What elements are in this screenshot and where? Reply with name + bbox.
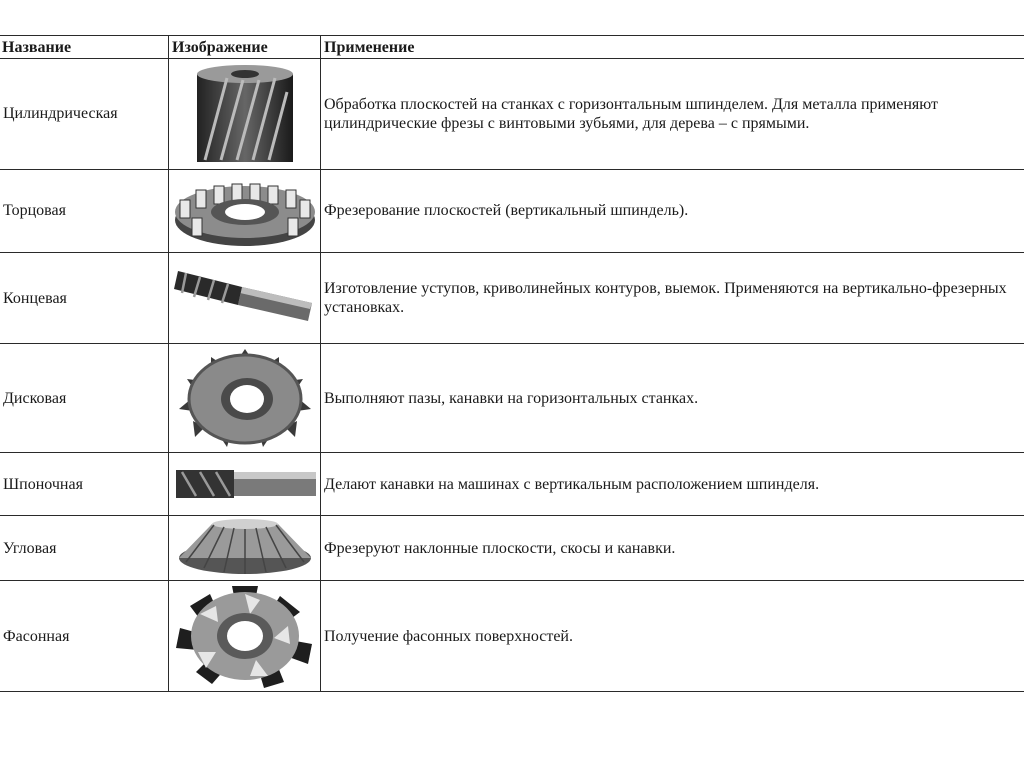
row-application: Выполняют пазы, канавки на горизонтальных станках. (321, 344, 1024, 452)
row-image (169, 169, 321, 252)
row-name: Торцовая (0, 169, 169, 252)
table-row (0, 452, 1024, 515)
row-application: Фрезеруют наклонные плоскости, скосы и канавки. (321, 516, 1024, 581)
table-row (0, 59, 1024, 170)
milling-cutters-table (0, 35, 1024, 692)
table-row (0, 516, 1024, 581)
cylindrical-cutter-icon (175, 62, 315, 166)
face-cutter-icon (172, 172, 318, 250)
row-name: Цилиндрическая (0, 59, 169, 170)
angle-cutter-icon (172, 518, 318, 578)
row-image (169, 581, 321, 692)
table-row (0, 252, 1024, 343)
row-name: Шпоночная (0, 452, 169, 515)
keyway-cutter-icon (172, 464, 318, 504)
end-mill-icon (172, 263, 318, 333)
table-row (0, 169, 1024, 252)
row-image (169, 452, 321, 515)
form-cutter-icon (172, 584, 318, 688)
row-application: Обработка плоскостей на станках с горизонтальным шпинделем. Для металла применяют цилиндрические фрезы с винтовыми зубьями, для дерева – с прямыми. (321, 59, 1024, 170)
row-application: Получение фасонных поверхностей. (321, 581, 1024, 692)
row-name: Фасонная (0, 581, 169, 692)
row-name: Концевая (0, 252, 169, 343)
header-image: Изображение (169, 36, 321, 59)
row-name: Дисковая (0, 344, 169, 452)
table-row (0, 581, 1024, 692)
row-image (169, 516, 321, 581)
row-image (169, 59, 321, 170)
header-name: Название (0, 36, 169, 59)
disc-cutter-icon (175, 347, 315, 449)
row-application: Изготовление уступов, криволинейных контуров, выемок. Применяются на вертикально-фрезерных установках. (321, 252, 1024, 343)
table-row (0, 344, 1024, 452)
row-name: Угловая (0, 516, 169, 581)
row-application: Делают канавки на машинах с вертикальным расположением шпинделя. (321, 452, 1024, 515)
row-application: Фрезерование плоскостей (вертикальный шпиндель). (321, 169, 1024, 252)
header-application: Применение (321, 36, 1024, 59)
row-image (169, 344, 321, 452)
table-header-row (0, 36, 1024, 59)
row-image (169, 252, 321, 343)
